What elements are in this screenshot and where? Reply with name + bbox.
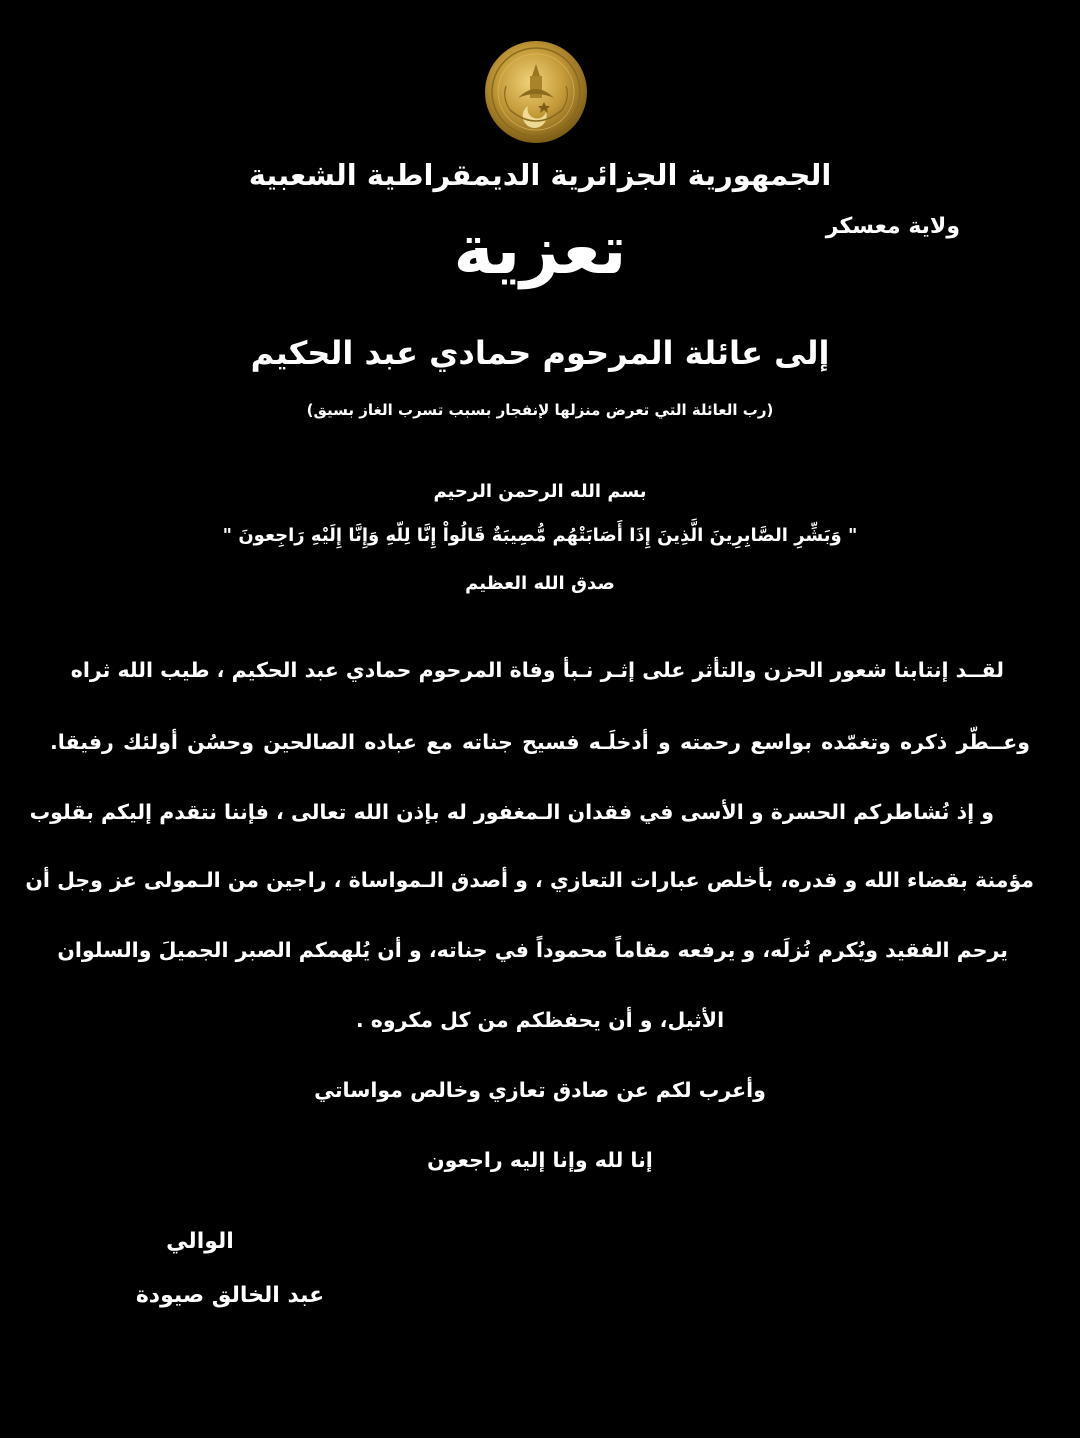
body-line-5: يرحم الفقيد ويُكرم نُزلَه، و يرفعه مقاماً محموداً في جناته، و أن يُلهمكم الصبر الجميلَ والسلوان (57, 938, 1008, 962)
body-line-8: إنا لله وإنا إليه راجعون (427, 1148, 653, 1172)
body-line-7: وأعرب لكم عن صادق تعازي وخالص مواساتي (314, 1078, 766, 1102)
body-line-3: و إذ نُشاطركم الحسرة و الأسى في فقدان الـمغفور له بإذن الله تعالى ، فإننا نتقدم إليكم بقلوب (29, 800, 994, 824)
algeria-emblem-icon (484, 40, 588, 144)
body-line-2: وعــطّر ذكره وتغمّده بواسع رحمته و أدخلَـه فسيح جناته مع عباده الصالحين وحسُن أولئك رفيقا. (50, 730, 1030, 754)
quran-closing: صدق الله العظيم (465, 573, 615, 594)
basmala-text: بسم الله الرحمن الرحيم (433, 481, 647, 502)
recipient-heading: إلى عائلة المرحوم حمادي عبد الحكيم (250, 334, 830, 372)
recipient-note: (رب العائلة التي تعرض منزلها لإنفجار بسبب تسرب الغاز بسيق) (306, 401, 774, 419)
body-line-4: مؤمنة بقضاء الله و قدره، بأخلص عبارات التعازي ، و أصدق الـمواساة ، راجين من الـمولى عز وجل أن (25, 868, 1034, 892)
quran-verse: " وَبَشِّرِ الصَّابِرِينَ الَّذِينَ إِذَا أَصَابَتْهُم مُّصِيبَةٌ قَالُواْ إِنَّا لِلّهِ وَإِنَّا إِلَيْهِ رَاجِعونَ " (222, 525, 858, 546)
republic-heading: الجمهورية الجزائرية الديمقراطية الشعبية (248, 158, 832, 192)
page-title: تعزية (453, 211, 627, 290)
signature-title: الوالي (166, 1229, 234, 1254)
wilaya-label: ولاية معسكر (825, 214, 960, 239)
body-line-6: الأثيل، و أن يحفظكم من كل مكروه . (355, 1008, 725, 1032)
body-line-1: لقــد إنتابنا شعور الحزن والتأثر على إثـر نـبأ وفاة المرحوم حمادي عبد الحكيم ، طيب الله ثراه (70, 658, 1004, 682)
signature-name: عبد الخالق صيودة (135, 1283, 325, 1308)
